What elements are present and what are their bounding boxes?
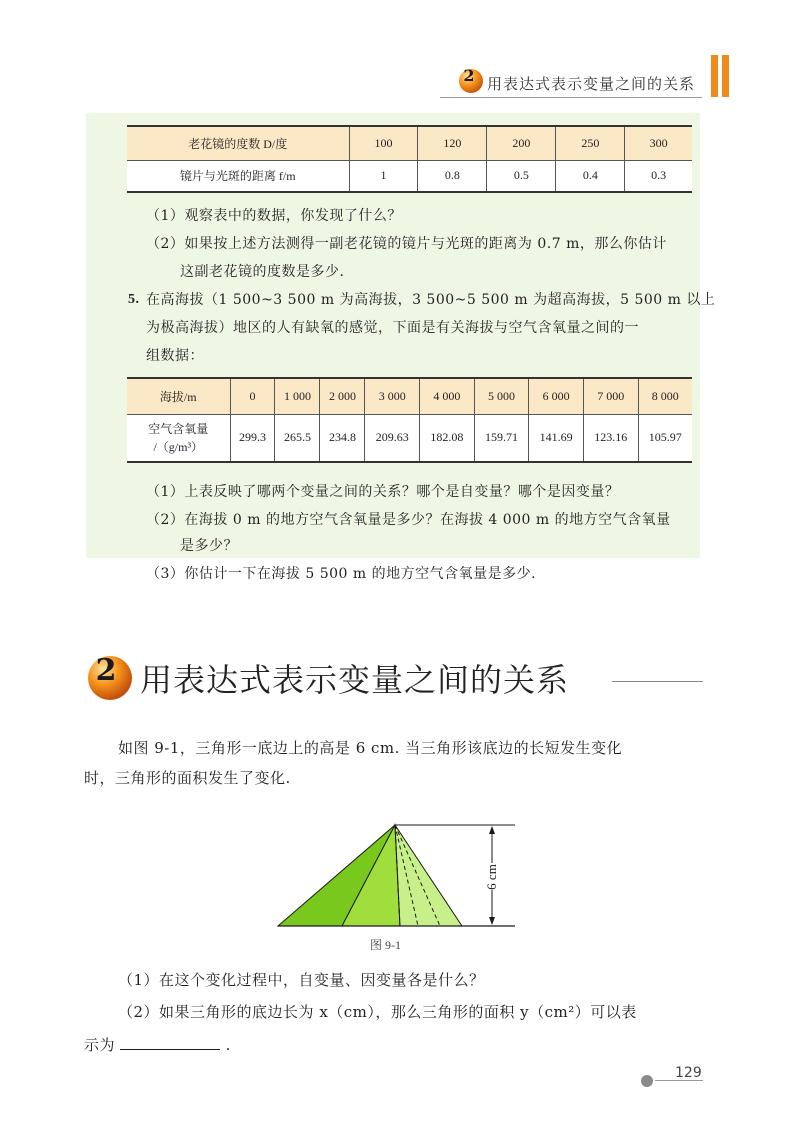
table-cell: 123.16	[583, 414, 638, 462]
table-cell: 0.4	[556, 160, 625, 192]
section-title: 用表达式表示变量之间的关系	[140, 661, 570, 699]
q4-sub2-line2: 这副老花镜的度数是多少.	[180, 264, 345, 280]
height-label: 6 cm	[484, 864, 499, 890]
glasses-table	[127, 125, 692, 193]
table-row	[127, 160, 692, 192]
q5-sub1: （1）上表反映了哪两个变量之间的关系？哪个是自变量？哪个是因变量？	[146, 484, 620, 500]
table-cell: 141.69	[529, 414, 584, 462]
section-badge-small	[456, 64, 486, 94]
question-2-line2	[84, 1030, 231, 1060]
question-2-end: .	[225, 1036, 231, 1054]
table-cell: 105.97	[638, 414, 692, 462]
table-cell: 8 000	[638, 378, 692, 414]
q5-number: 5.	[128, 292, 140, 307]
section-number: 2	[95, 653, 117, 688]
section-rule	[612, 681, 703, 682]
question-2-line1: （2）如果三角形的底边长为 x（cm），那么三角形的面积 y（cm²）可以表	[118, 1003, 637, 1021]
table-cell: 250	[556, 126, 625, 160]
table-cell: 0	[230, 378, 275, 414]
table-cell: 159.71	[474, 414, 529, 462]
triangle-small	[395, 825, 462, 926]
q5-sub3: （3）你估计一下在海拔 5 500 m 的地方空气含氧量是多少.	[146, 566, 537, 582]
q5-sub2-line2: 是多少？	[180, 538, 238, 554]
q5-line3: 组数据：	[146, 348, 204, 364]
table-cell: 300	[625, 126, 692, 160]
table-header-cell	[127, 414, 230, 462]
table-cell: 0.3	[625, 160, 692, 192]
section-badge	[82, 648, 136, 702]
table-cell: 299.3	[230, 414, 275, 462]
q5-line2: 为极高海拔）地区的人有缺氧的感觉，下面是有关海拔与空气含氧量之间的一	[146, 320, 639, 336]
table-cell: 182.08	[420, 414, 475, 462]
table-cell: 234.8	[320, 414, 365, 462]
table-header-cell: 镜片与光斑的距离 f/m	[127, 160, 349, 192]
intro-line1: 如图 9-1，三角形一底边上的高是 6 cm. 当三角形该底边的长短发生变化	[118, 739, 623, 757]
table-header-cell: 海拔/m	[127, 378, 230, 414]
oxygen-label-line1: 空气含氧量	[148, 421, 209, 436]
table-cell: 265.5	[275, 414, 320, 462]
table-cell: 6 000	[529, 378, 584, 414]
altitude-oxygen-table	[127, 377, 692, 463]
oxygen-label-line2: /（g/m³）	[153, 439, 204, 454]
arrow-up-icon	[489, 826, 495, 834]
table-cell: 120	[418, 126, 487, 160]
q4-sub2-line1: （2）如果按上述方法测得一副老花镜的镜片与光斑的距离为 0.7 m，那么你估计	[146, 236, 667, 252]
table-cell: 4 000	[420, 378, 475, 414]
header-section-number: 2	[463, 66, 475, 85]
answer-blank[interactable]	[120, 1031, 220, 1050]
table-row	[127, 414, 692, 462]
arrow-down-icon	[489, 917, 495, 925]
table-cell: 0.8	[418, 160, 487, 192]
table-cell: 1 000	[275, 378, 320, 414]
page-number: 129	[675, 1065, 702, 1081]
question-1: （1）在这个变化过程中，自变量、因变量各是什么？	[118, 971, 485, 989]
triangle-figure	[270, 815, 530, 935]
table-row	[127, 378, 692, 414]
header-accent-bar	[711, 55, 718, 97]
table-cell: 0.5	[487, 160, 556, 192]
table-cell: 3 000	[365, 378, 420, 414]
question-2-prefix: 示为	[84, 1036, 116, 1054]
table-cell: 209.63	[365, 414, 420, 462]
page-dot-icon	[640, 1074, 654, 1088]
header-divider	[440, 97, 702, 98]
table-cell: 5 000	[474, 378, 529, 414]
table-cell: 200	[487, 126, 556, 160]
table-cell: 100	[349, 126, 418, 160]
q5-line1: 在高海拔（1 500~3 500 m 为高海拔，3 500~5 500 m 为超高海拔，5 500 m 以上	[146, 292, 716, 308]
header-accent-bar	[722, 55, 729, 97]
q4-sub1: （1）观察表中的数据，你发现了什么？	[146, 208, 402, 224]
figure-caption: 图 9-1	[370, 938, 401, 952]
table-cell: 2 000	[320, 378, 365, 414]
header-title: 用表达式表示变量之间的关系	[487, 75, 696, 93]
intro-line2: 时，三角形的面积发生了变化.	[84, 769, 291, 787]
table-row	[127, 126, 692, 160]
table-cell: 7 000	[583, 378, 638, 414]
table-cell: 1	[349, 160, 418, 192]
q5-sub2-line1: （2）在海拔 0 m 的地方空气含氧量是多少？在海拔 4 000 m 的地方空气含氧量	[146, 512, 671, 528]
table-header-cell: 老花镜的度数 D/度	[127, 126, 349, 160]
